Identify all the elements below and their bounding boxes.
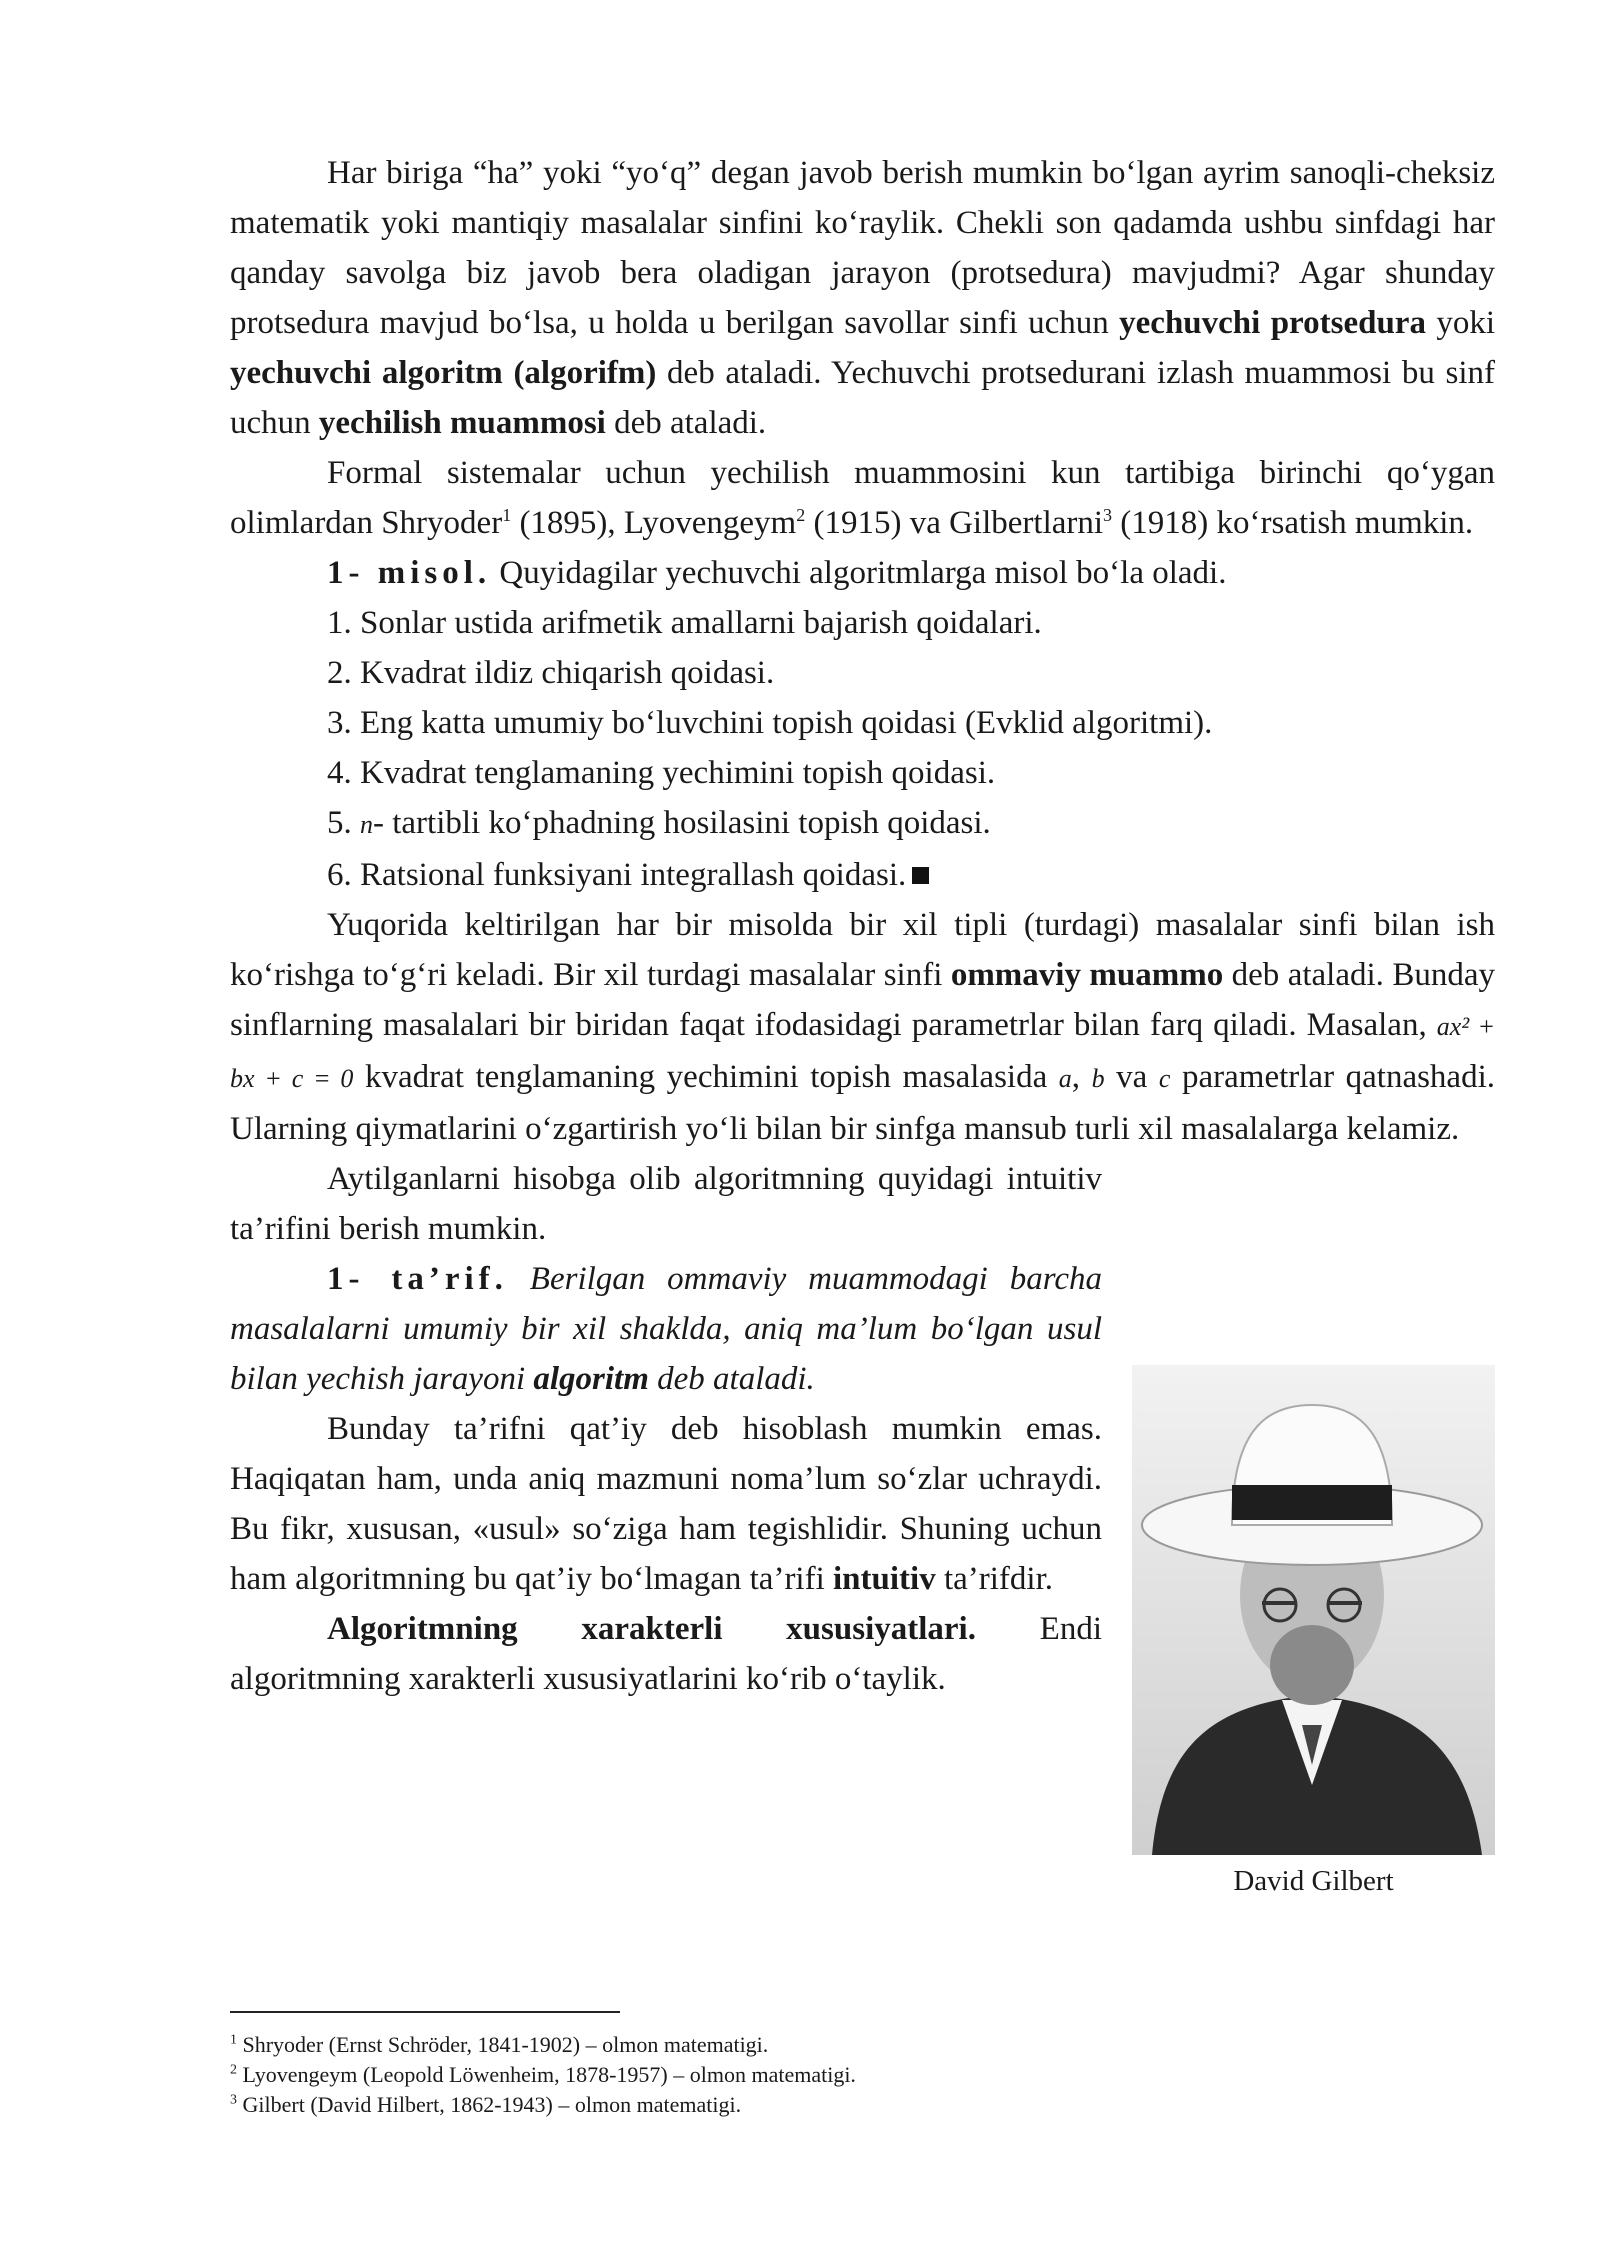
- footnotes: [230, 2030, 1495, 2120]
- text: deb ataladi.: [648, 1361, 815, 1397]
- text: - tartibli ko‘phadning hosilasini topish qoidasi.: [373, 805, 991, 841]
- footnote-number: 1: [230, 2032, 237, 2048]
- definition: [230, 1254, 1102, 1404]
- text: va: [1104, 1059, 1159, 1095]
- paragraph-intro: [230, 148, 1495, 448]
- text: kvadrat tenglamaning yechimini topish masalasida: [353, 1059, 1059, 1095]
- paragraph-properties: [230, 1604, 1102, 1704]
- term-yechuvchi-protsedura: yechuvchi protsedura: [1119, 305, 1426, 341]
- term-algoritm: algoritm: [533, 1361, 649, 1397]
- text: (1918) ko‘rsatish mumkin.: [1112, 505, 1474, 541]
- paragraph-mass-problem: [230, 900, 1495, 1154]
- footnote: [230, 2030, 1495, 2060]
- text: Endi algoritmning xarakterli xususiyatlarini ko‘rib o‘taylik.: [230, 1611, 1102, 1697]
- footnote-text: Shryoder (Ernst Schröder, 1841-1902) – olmon matematigi.: [237, 2032, 769, 2057]
- text: Formal sistemalar uchun yechilish muammosini kun tartibiga birinchi qo‘ygan olimlardan Shryoder: [230, 455, 1495, 541]
- math-variable: n: [360, 810, 373, 839]
- footnote-text: Lyovengeym (Leopold Löwenheim, 1878-1957) – olmon matematigi.: [237, 2062, 856, 2087]
- portrait-photo: [1132, 1365, 1495, 1855]
- text: Berilgan ommaviy muammodagi barcha masalalarni umumiy bir xil shaklda, aniq ma’lum bo‘lgan usul bilan yechish jarayoni: [230, 1261, 1102, 1397]
- text: yoki: [1425, 305, 1495, 341]
- footnote: [230, 2060, 1495, 2090]
- text: deb ataladi. Yechuvchi protsedurani izlash muammosi bu sinf uchun: [230, 355, 1495, 441]
- math-variable: a: [1058, 1064, 1072, 1093]
- text: (1895), Lyovengeym: [511, 505, 797, 541]
- definition-label: 1- ta’rif.: [327, 1261, 508, 1297]
- text: (1915) va Gilbertlarni: [805, 505, 1104, 541]
- list-item: 1. Sonlar ustida arifmetik amallarni bajarish qoidalari.: [327, 605, 1042, 641]
- list-item: 2. Kvadrat ildiz chiqarish qoidasi.: [327, 655, 775, 691]
- list-item: [230, 850, 1495, 900]
- text: 6. Ratsional funksiyani integrallash qoidasi.: [327, 857, 907, 893]
- text: Har biriga “ha” yoki “yo‘q” degan javob berish mumkin bo‘lgan ayrim sanoqli-cheksiz matematik yoki mantiqiy masalalar sinfini ko‘raylik. Chekli son qadamda ushbu sinfdagi har qanday savolga biz javob bera oladigan jarayon (protsedura) mavjudmi? Agar shunday protsedura mavjud bo‘lsa, u holda u berilgan savollar sinfi uchun: [230, 155, 1495, 341]
- quadratic-equation: ax² + bx + c = 0: [230, 1012, 1495, 1093]
- end-of-example-icon: [912, 867, 929, 884]
- footnote-ref: 2: [796, 505, 806, 525]
- text: 5.: [327, 805, 360, 841]
- math-variable: b: [1091, 1064, 1105, 1093]
- term-yechuvchi-algoritm: yechuvchi algoritm (algorifm): [230, 355, 657, 391]
- text: deb ataladi.: [605, 405, 767, 441]
- footnote-number: 2: [230, 2062, 237, 2078]
- footnote-separator: [230, 2011, 620, 2013]
- paragraph-history: [230, 448, 1495, 548]
- list-item: [230, 798, 1495, 850]
- paragraph-not-strict: [230, 1404, 1102, 1604]
- portrait-caption: David Gilbert: [1233, 1865, 1394, 1897]
- footnote: [230, 2090, 1495, 2120]
- example-label: 1- misol.: [327, 555, 492, 591]
- text: Yuqorida keltirilgan har bir misolda bir xil tipli (turdagi) masalalar sinfi bilan ish ko‘rishga to‘g‘ri keladi. Bir xil turdagi masalalar sinfi: [230, 907, 1495, 993]
- portrait-figure: [1132, 1365, 1495, 1898]
- list-item: 4. Kvadrat tenglamaning yechimini topish qoidasi.: [327, 755, 996, 791]
- term-ommaviy-muammo: ommaviy muammo: [950, 957, 1224, 993]
- math-variable: c: [1158, 1064, 1171, 1093]
- text: ,: [1071, 1059, 1092, 1095]
- term-yechilish-muammosi: yechilish muammosi: [318, 405, 606, 441]
- text: Quyidagilar yechuvchi algoritmlarga misol bo‘la oladi.: [491, 555, 1227, 591]
- section-heading: Algoritmning xarakterli xususiyatlari.: [327, 1611, 976, 1647]
- footnote-text: Gilbert (David Hilbert, 1862-1943) – olmon matematigi.: [237, 2092, 742, 2117]
- text: Bunday ta’rifni qat’iy deb hisoblash mumkin emas. Haqiqatan ham, unda aniq mazmuni noma’lum so‘zlar uchraydi. Bu fikr, xususan, «usul» so‘ziga ham tegishlidir. Shuning uchun ham algoritmning bu qat’iy bo‘lmagan ta’rifi: [230, 1411, 1102, 1597]
- text: parametrlar qatnashadi. Ularning qiymatlarini o‘zgartirish yo‘li bilan bir sinfga mansub turli xil masalalarga kelamiz.: [230, 1059, 1495, 1147]
- text: ta’rifdir.: [935, 1561, 1054, 1597]
- footnote-ref: 3: [1103, 505, 1113, 525]
- footnote-ref: 1: [502, 505, 512, 525]
- term-intuitiv: intuitiv: [833, 1561, 936, 1597]
- list-item: 3. Eng katta umumiy bo‘luvchini topish qoidasi (Evklid algoritmi).: [327, 705, 1213, 741]
- text: deb ataladi. Bunday sinflarning masalalari bir biridan faqat ifodasidagi parametrlar bilan farq qiladi. Masalan,: [230, 957, 1495, 1043]
- example-heading: [230, 548, 1495, 598]
- paragraph-intuitive: Aytilganlarni hisobga olib algoritmning quyidagi intuitiv ta’rifini berish mumkin.: [230, 1161, 1102, 1247]
- footnote-number: 3: [230, 2092, 237, 2108]
